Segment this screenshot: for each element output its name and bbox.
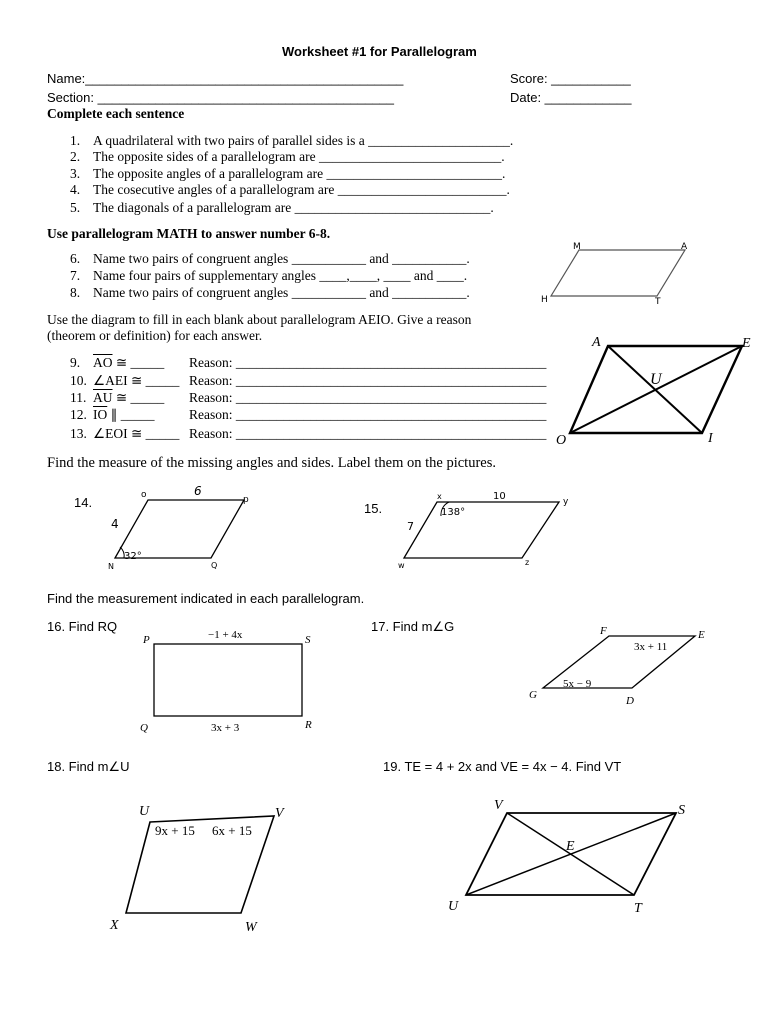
side-label-top: −1 + 4x xyxy=(208,629,243,641)
part4-heading: Find the measure of the missing angles and sides. Label them on the pictures. xyxy=(47,455,496,471)
side-label-left: 4 xyxy=(111,517,119,531)
item-number: 13. xyxy=(70,426,87,441)
angle-label: 138° xyxy=(441,507,466,518)
item-number: 5. xyxy=(70,200,81,215)
vertex-label-v: V xyxy=(494,798,503,813)
page-title: Worksheet #1 for Parallelogram xyxy=(282,44,477,59)
segment: $\overline{IO}$ xyxy=(93,407,108,422)
reason-field[interactable]: Reason: ______________________________________________ xyxy=(189,355,547,370)
part2-heading: Use parallelogram MATH to answer number 6-8. xyxy=(47,226,331,241)
vertex-label-i: I xyxy=(708,431,713,446)
vertex-label-s: S xyxy=(305,634,311,646)
side-label-top: 6 xyxy=(194,484,202,498)
problem-number-14: 14. xyxy=(74,495,93,510)
statement: ∠EOI ≅ _____ xyxy=(93,426,180,441)
item-number: 2. xyxy=(70,149,81,164)
item-number: 7. xyxy=(70,268,81,283)
item-number: 12. xyxy=(70,407,87,422)
vertex-label-h: H xyxy=(541,295,548,305)
segment: $\overline{AO}$ xyxy=(93,355,113,370)
part3-instruction-cont: (theorem or definition) for each answer. xyxy=(47,328,263,343)
list-item: A quadrilateral with two pairs of parallel sides is a _____________________. xyxy=(93,133,514,148)
list-item: The opposite sides of a parallelogram are ___________________________. xyxy=(93,149,505,164)
problem-number-15: 15. xyxy=(364,501,383,516)
part3-instruction: Use the diagram to fill in each blank about parallelogram AEIO. Give a reason xyxy=(47,312,472,327)
list-item: Name four pairs of supplementary angles ____,____, ____ and ____. xyxy=(93,268,468,283)
vertex-label-d: D xyxy=(626,695,634,707)
inner-expression: 5x − 9 xyxy=(563,678,592,690)
list-item: The cosecutive angles of a parallelogram are _________________________. xyxy=(93,182,510,197)
segment: $\overline{AU}$ xyxy=(93,390,113,405)
side-label-left: 7 xyxy=(407,520,414,533)
reason-field[interactable]: Reason: ______________________________________________ xyxy=(189,390,547,405)
statement: $\overline{IO}$ ∥ _____ xyxy=(93,407,155,422)
parallelogram-15 xyxy=(393,485,583,585)
vertex-label-o: O xyxy=(556,433,567,448)
part5-heading: Find the measurement indicated in each parallelogram. xyxy=(47,591,365,606)
list-item: Name two pairs of congruent angles ___________ and ___________. xyxy=(93,251,470,266)
vertex-label-e: E xyxy=(742,336,751,351)
problem-19-label: 19. TE = 4 + 2x and VE = 4x − 4. Find VT xyxy=(383,759,622,774)
list-item: The diagonals of a parallelogram are _____________________________. xyxy=(93,200,494,215)
vertex-label-m: M xyxy=(573,242,581,252)
part1-heading: Complete each sentence xyxy=(47,106,185,121)
vertex-label-q: Q xyxy=(211,561,218,570)
vertex-label-g: G xyxy=(529,689,537,701)
vertex-label-f: F xyxy=(600,625,607,637)
vertex-label-a: A xyxy=(592,335,601,350)
item-number: 3. xyxy=(70,166,81,181)
top-expression: 3x + 11 xyxy=(634,641,668,653)
item-number: 10. xyxy=(70,373,87,388)
problem-18-label: 18. Find m∠U xyxy=(47,759,130,774)
vertex-label-t: T xyxy=(634,901,642,916)
parallelogram-18 xyxy=(103,795,303,940)
center-label-e: E xyxy=(566,839,575,854)
vertex-label-w: W xyxy=(245,920,257,935)
rectangle-16 xyxy=(135,622,325,742)
parallelogram-aeio xyxy=(550,330,765,450)
vertex-label-p: P xyxy=(143,634,150,646)
vertex-label-w: w xyxy=(398,561,405,570)
section-field[interactable]: Section: _________________________________________ xyxy=(47,90,395,105)
vertex-label-x: X xyxy=(110,918,119,933)
vertex-label-r: R xyxy=(305,719,312,731)
statement: ∠AEI ≅ _____ xyxy=(93,373,180,388)
reason-field[interactable]: Reason: ______________________________________________ xyxy=(189,373,547,388)
vertex-label-u: U xyxy=(448,899,459,914)
vertex-label-n: N xyxy=(108,562,114,571)
reason-field[interactable]: Reason: ______________________________________________ xyxy=(189,426,547,441)
center-label-u: U xyxy=(650,371,662,388)
angle-expression-v: 6x + 15 xyxy=(212,823,252,838)
vertex-label-a: A xyxy=(681,242,688,252)
vertex-label-x: x xyxy=(437,492,442,501)
vertex-label-q: Q xyxy=(140,722,148,734)
parallelogram-math xyxy=(535,236,695,308)
vertex-label-y: y xyxy=(563,497,569,507)
vertex-label-t: T xyxy=(655,297,661,307)
vertex-label-e: E xyxy=(698,629,705,641)
vertex-label-p: p xyxy=(243,495,249,505)
angle-expression-u: 9x + 15 xyxy=(155,823,195,838)
vertex-label-s: S xyxy=(678,803,685,818)
statement: $\overline{AU}$ ≅ _____ xyxy=(93,390,165,405)
problem-16-label: 16. Find RQ xyxy=(47,619,118,634)
reason-field[interactable]: Reason: ______________________________________________ xyxy=(189,407,547,422)
parallelogram-14 xyxy=(100,480,270,580)
item-number: 1. xyxy=(70,133,81,148)
item-number: 8. xyxy=(70,285,81,300)
vertex-label-o: o xyxy=(141,490,147,500)
list-item: The opposite angles of a parallelogram are __________________________. xyxy=(93,166,506,181)
name-field[interactable]: Name:____________________________________________ xyxy=(47,71,404,86)
parallelogram-17 xyxy=(525,620,725,715)
side-label-bottom: 3x + 3 xyxy=(211,722,240,734)
vertex-label-z: z xyxy=(525,558,530,567)
statement: $\overline{AO}$ ≅ _____ xyxy=(93,355,165,370)
score-field[interactable]: Score: ___________ xyxy=(510,71,631,86)
parallelogram-19 xyxy=(440,792,700,922)
problem-17-label: 17. Find m∠G xyxy=(371,619,455,634)
item-number: 4. xyxy=(70,182,81,197)
vertex-label-u: U xyxy=(139,804,150,819)
item-number: 9. xyxy=(70,355,81,370)
item-number: 11. xyxy=(70,390,87,405)
angle-label: 32° xyxy=(124,551,142,562)
list-item: Name two pairs of congruent angles ___________ and ___________. xyxy=(93,285,470,300)
item-number: 6. xyxy=(70,251,81,266)
date-field[interactable]: Date: ____________ xyxy=(510,90,632,105)
vertex-label-v: V xyxy=(275,806,284,821)
side-label-top: 10 xyxy=(493,491,506,502)
